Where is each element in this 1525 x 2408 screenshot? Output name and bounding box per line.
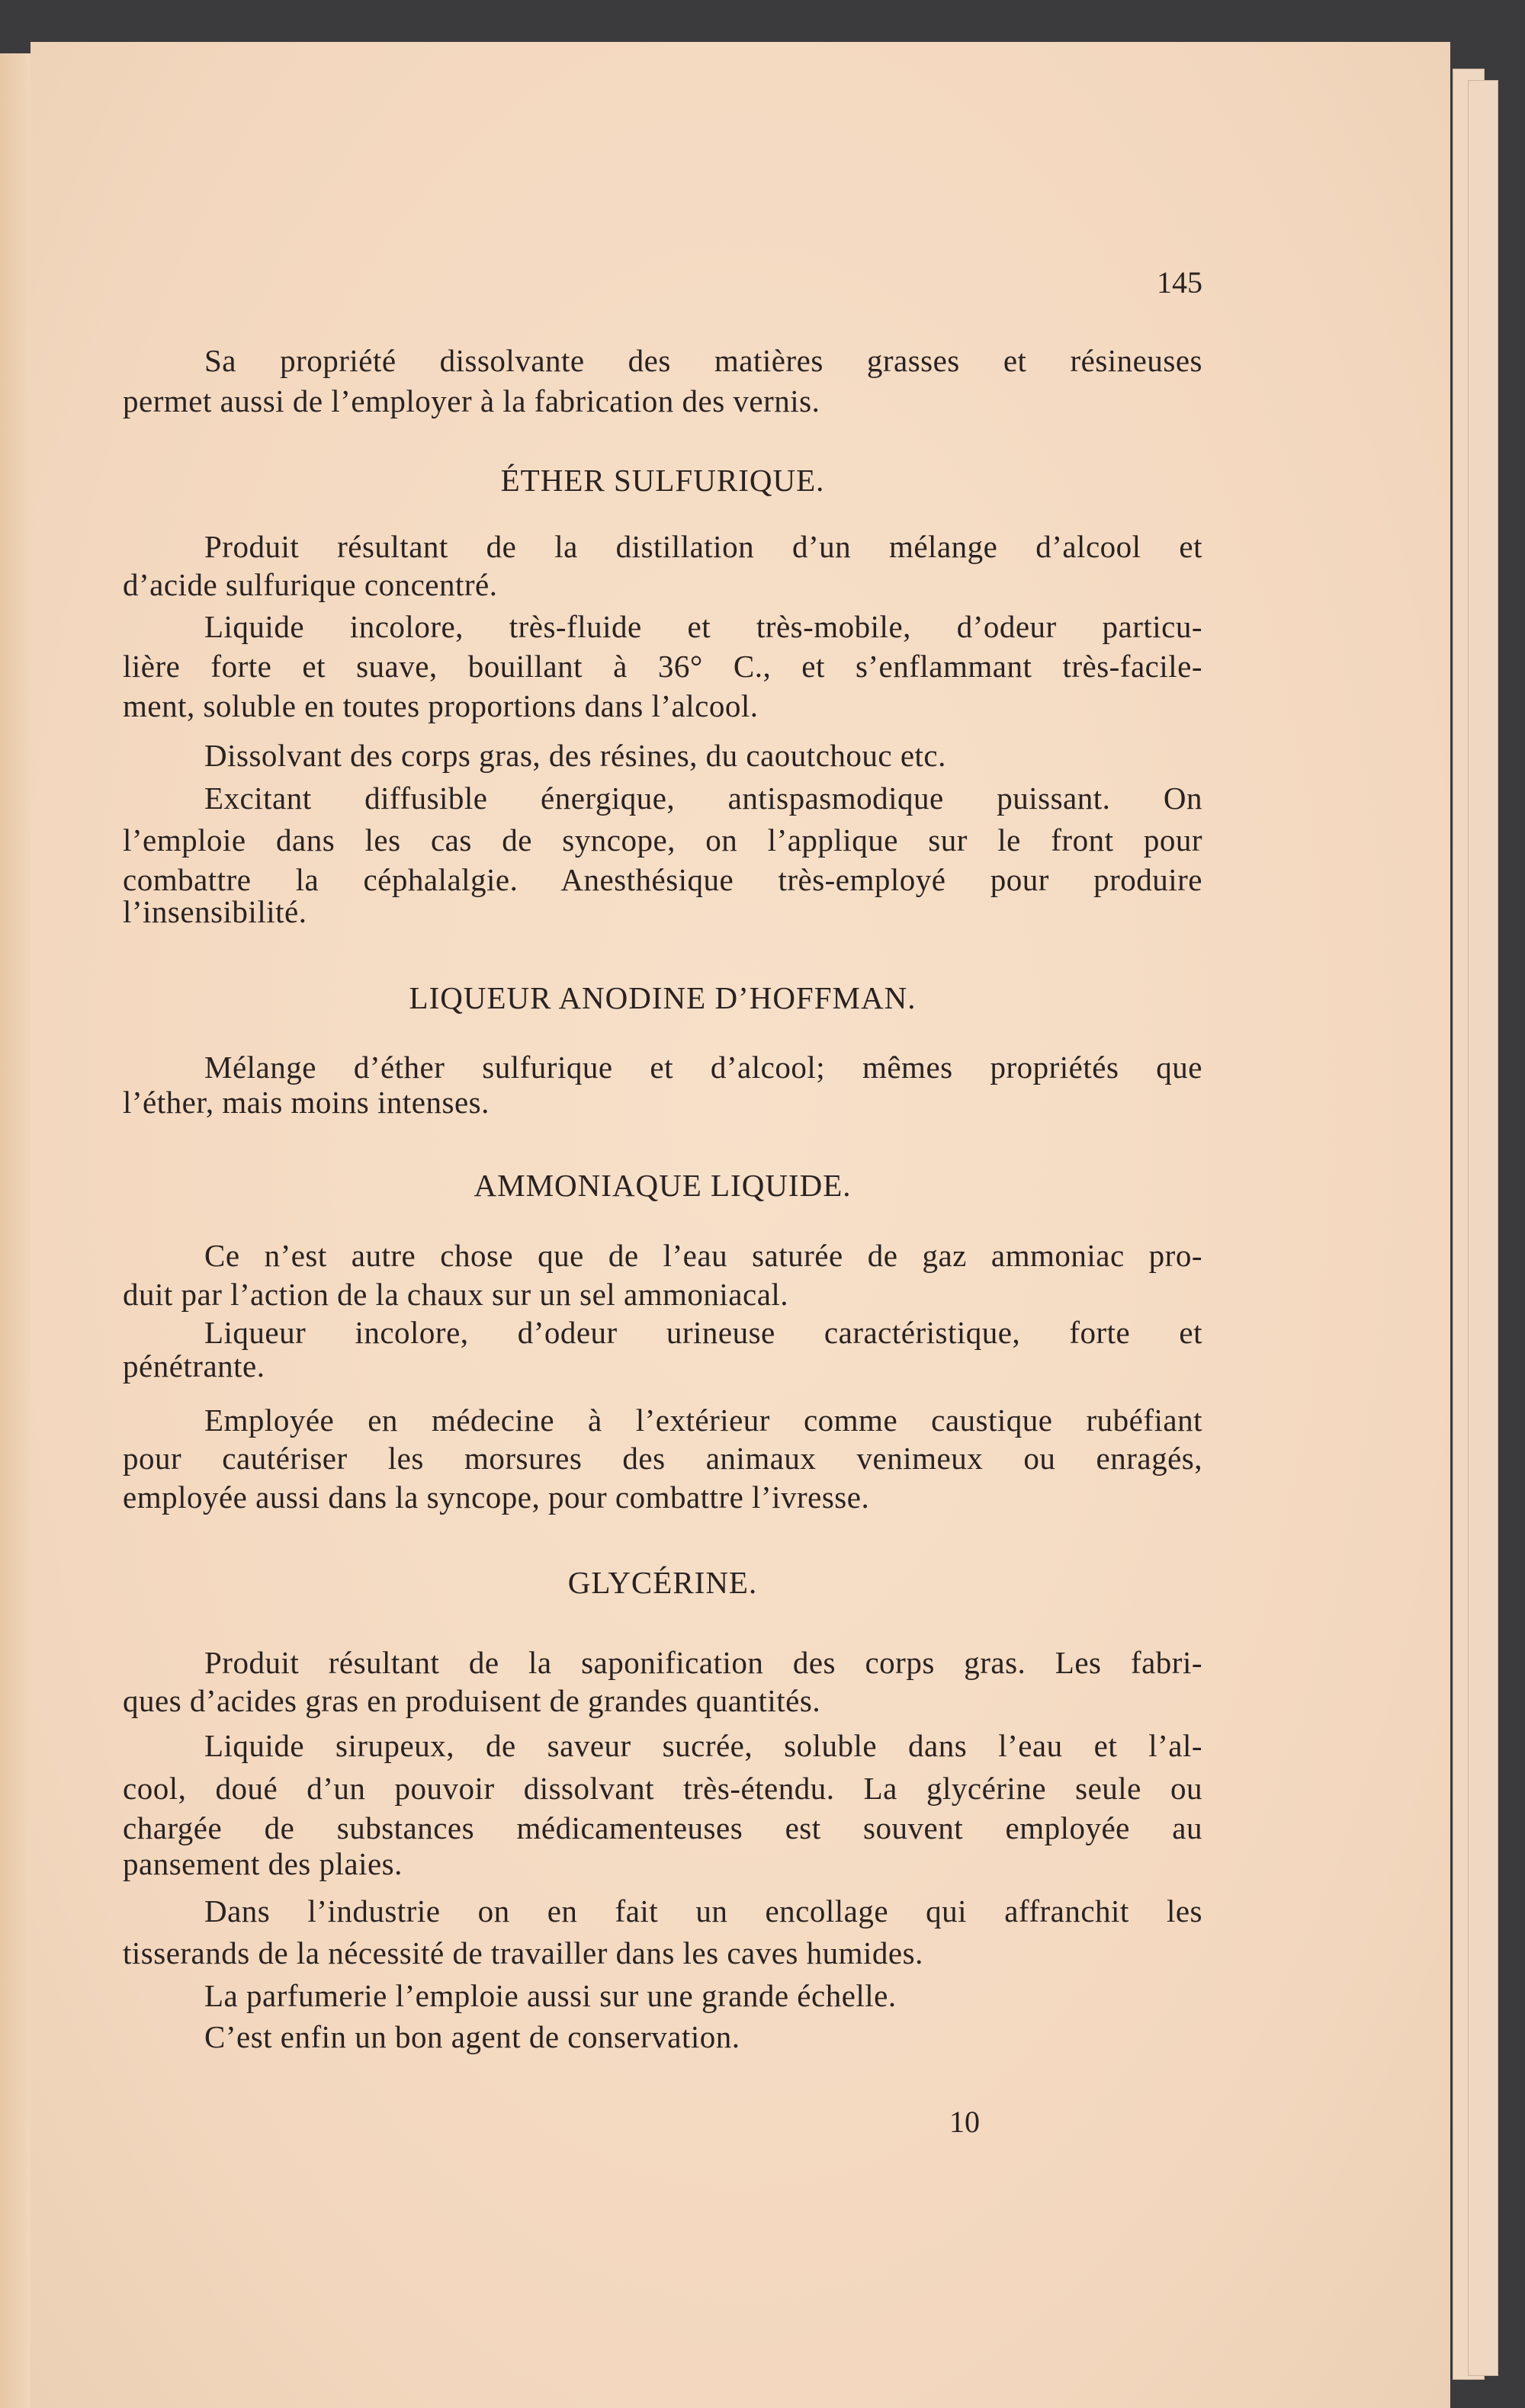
text-line: Ce n’est autre chose que de l’eau saturée de gaz ammoniac pro- <box>204 1238 1202 1273</box>
text-line: Produit résultant de la distillation d’un mélange d’alcool et <box>204 529 1202 564</box>
text-line: Employée en médecine à l’extérieur comme caustique rubéfiant <box>204 1403 1202 1438</box>
section-heading: LIQUEUR ANODINE D’HOFFMAN. <box>409 980 917 1015</box>
page-stack-edge <box>1468 80 1498 2376</box>
text-line: duit par l’action de la chaux sur un sel ammoniacal. <box>123 1277 789 1312</box>
text-line: La parfumerie l’emploie aussi sur une grande échelle. <box>204 1978 897 2013</box>
book-page <box>30 42 1450 2408</box>
text-line: Produit résultant de la saponification des corps gras. Les fabri- <box>204 1645 1202 1680</box>
text-line: pansement des plaies. <box>123 1846 403 1881</box>
text-line: l’insensibilité. <box>123 894 307 929</box>
text-line: chargée de substances médicamenteuses est souvent employée au <box>123 1810 1202 1845</box>
text-line: pénétrante. <box>123 1348 265 1384</box>
text-line: combattre la céphalalgie. Anesthésique très-employé pour produire <box>123 862 1202 897</box>
text-line: C’est enfin un bon agent de conservation. <box>204 2019 740 2054</box>
text-line: l’éther, mais moins intenses. <box>123 1085 490 1120</box>
text-line: pour cautériser les morsures des animaux venimeux ou enragés, <box>123 1441 1202 1476</box>
text-line: permet aussi de l’employer à la fabrication des vernis. <box>123 383 820 418</box>
text-line: Liquide sirupeux, de saveur sucrée, soluble dans l’eau et l’al- <box>204 1728 1202 1763</box>
section-heading: GLYCÉRINE. <box>567 1565 758 1600</box>
text-line: cool, doué d’un pouvoir dissolvant très-étendu. La glycérine seule ou <box>123 1771 1202 1806</box>
signature-mark: 10 <box>949 2105 980 2139</box>
text-line: Liquide incolore, très-fluide et très-mobile, d’odeur particu- <box>204 609 1202 644</box>
text-line: Liqueur incolore, d’odeur urineuse caractéristique, forte et <box>204 1315 1202 1350</box>
facing-page-edge <box>0 53 32 2408</box>
text-line: Dans l’industrie on en fait un encollage qui affranchit les <box>204 1893 1202 1929</box>
text-line: Mélange d’éther sulfurique et d’alcool; mêmes propriétés que <box>204 1050 1202 1085</box>
text-line: Sa propriété dissolvante des matières grasses et résineuses <box>204 343 1202 378</box>
text-line: Excitant diffusible énergique, antispasmodique puissant. On <box>204 781 1202 816</box>
text-line: Dissolvant des corps gras, des résines, du caoutchouc etc. <box>204 738 946 773</box>
text-line: lière forte et suave, bouillant à 36° C., et s’enflammant très-facile- <box>123 649 1202 684</box>
text-line: ques d’acides gras en produisent de grandes quantités. <box>123 1683 821 1718</box>
section-heading: ÉTHER SULFURIQUE. <box>500 463 825 498</box>
text-line: tisserands de la nécessité de travailler dans les caves humides. <box>123 1935 923 1970</box>
page-number: 145 <box>1157 265 1202 300</box>
text-line: l’emploie dans les cas de syncope, on l’applique sur le front pour <box>123 822 1202 858</box>
text-line: ment, soluble en toutes proportions dans l’alcool. <box>123 688 759 723</box>
text-line: employée aussi dans la syncope, pour combattre l’ivresse. <box>123 1480 870 1515</box>
text-line: d’acide sulfurique concentré. <box>123 567 498 602</box>
section-heading: AMMONIAQUE LIQUIDE. <box>474 1168 852 1203</box>
